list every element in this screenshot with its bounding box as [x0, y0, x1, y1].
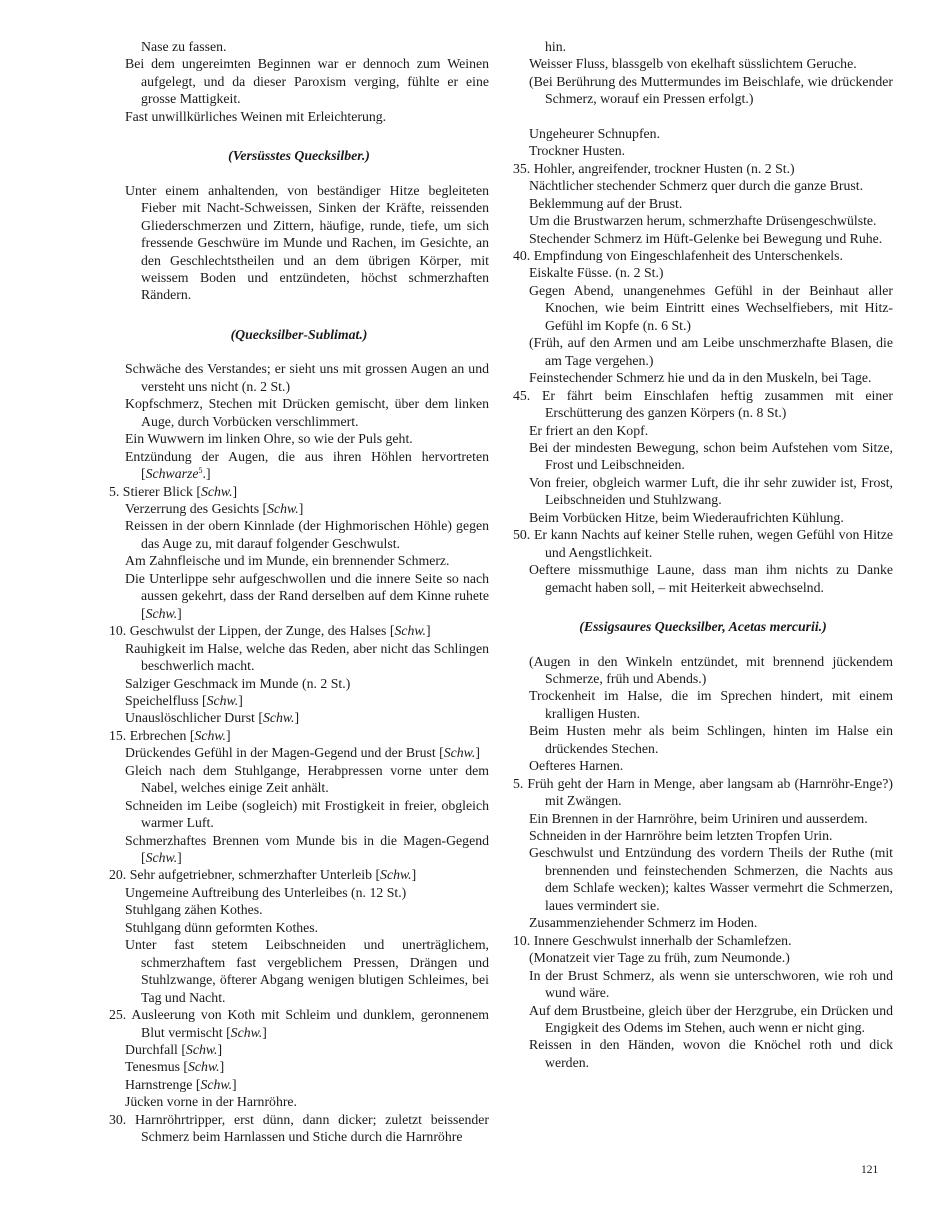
citation-close: ]: [298, 500, 304, 516]
section-heading: (Essigsaures Quecksilber, Acetas mercurii.): [579, 619, 827, 635]
spacer: [109, 165, 489, 182]
source-citation: Schw.: [206, 692, 239, 708]
spacer: [513, 636, 893, 653]
numbered-entry: 40. Empfindung von Eingeschlafenheit des Unterschenkels.: [513, 247, 843, 263]
footnote-marker: 5: [198, 466, 203, 476]
source-citation: Schw.: [262, 710, 295, 726]
symptom-entry: [109, 570, 489, 622]
symptom-entry: [109, 744, 489, 761]
section-heading: (Versüsstes Quecksilber.): [228, 148, 370, 164]
symptom-entry: Geschwulst und Entzündung des vordern Theils der Ruthe (mit brennenden und feinstechenden Schmerzen, die Nachts aus dem Schlafe wecken); kaltes Wasser vermehrt die Schmerzen, laues vermindert sie.: [529, 845, 893, 913]
spacer: [109, 125, 489, 147]
spacer: [109, 304, 489, 326]
symptom-entry: (Monatzeit vier Tage zu früh, zum Neumonde.): [529, 950, 790, 966]
source-citation: Schw.: [443, 745, 476, 761]
citation-close: ]: [232, 483, 238, 499]
symptom-entry: Nächtlicher stechender Schmerz quer durch die ganze Brust.: [529, 178, 864, 194]
source-citation: Schw.: [394, 623, 427, 639]
right-column: [513, 38, 893, 1071]
spacer: [109, 343, 489, 360]
symptom-entry: Gleich nach dem Stuhlgange, Herabpressen vorne unter dem Nabel, welches einige Zeit anhält.: [125, 762, 489, 796]
numbered-entry: 30. Harnröhrtripper, erst dünn, dann dicker; zuletzt beissender Schmerz beim Harnlassen und Stiche durch die Harnröhre: [109, 1111, 489, 1145]
symptom-entry: Ein Brennen in der Harnröhre, beim Uriniren und ausserdem.: [529, 810, 868, 826]
symptom-entry: Reissen in der obern Kinnlade (der Highmorischen Höhle) gegen das Auge zu, mit darauf folgender Geschwulst.: [125, 518, 489, 551]
section-heading: (Quecksilber-Sublimat.): [230, 326, 368, 342]
symptom-entry: Eiskalte Füsse. (n. 2 St.): [529, 265, 664, 281]
symptom-entry: Feinstechender Schmerz hie und da in den Muskeln, bei Tage.: [529, 370, 872, 386]
numbered-entry: [109, 483, 489, 500]
symptom-entry: Salziger Geschmack im Munde (n. 2 St.): [125, 675, 351, 691]
source-citation: Schw.: [267, 500, 299, 516]
citation-close: ]: [232, 1076, 237, 1092]
spacer: [513, 596, 893, 618]
numbered-entry: 35. Hohler, angreifender, trockner Husten (n. 2 St.): [513, 160, 795, 176]
entry-text: Durchfall [: [125, 1042, 186, 1058]
symptom-entry: Schwäche des Verstandes; er sieht uns mit grossen Augen an und versteht uns nicht (n. 2 St.): [125, 361, 489, 394]
symptom-entry: [109, 1041, 489, 1058]
symptom-entry: Jücken vorne in der Harnröhre.: [125, 1094, 298, 1110]
entry-text: 25. Ausleerung von Koth mit Schleim und dunklem, geronnenem Blut vermischt [: [109, 1007, 489, 1040]
source-citation: Schw.: [188, 1059, 220, 1075]
symptom-entry: Oeftere missmuthige Laune, dass man ihm nichts zu Danke gemacht haben soll, – mit Heiterkeit abwechselnd.: [529, 562, 893, 595]
citation-close: ]: [217, 1042, 223, 1058]
numbered-entry: 10. Innere Geschwulst innerhalb der Schamlefzen.: [513, 932, 792, 948]
symptom-entry: Rauhigkeit im Halse, welche das Reden, aber nicht das Schlingen beschwerlich macht.: [125, 640, 489, 674]
symptom-entry: Von freier, obgleich warmer Luft, die ihr sehr zuwider ist, Frost, Leibschneiden und Stuhlzwang.: [529, 474, 893, 508]
entry-text: Die Unterlippe sehr aufgeschwollen und die innere Seite so nach aussen gekehrt, dass der Rand derselben auf dem Kinne ruhete [: [125, 570, 489, 621]
symptom-entry: Schneiden im Leibe (sogleich) mit Frostigkeit in freier, obgleich warmer Luft.: [125, 797, 489, 831]
numbered-entry: [109, 866, 489, 883]
symptom-entry: [109, 709, 489, 726]
symptom-entry: Bei der mindesten Bewegung, schon beim Aufstehen vom Sitze, Frost und Leibschneiden.: [529, 439, 893, 473]
symptom-entry: Ungemeine Auftreibung des Unterleibes (n. 12 St.): [125, 884, 407, 900]
citation-close: ]: [238, 692, 243, 708]
symptom-entry: Beim Husten mehr als beim Schlingen, hinten im Halse ein drückendes Stechen.: [529, 723, 893, 756]
symptom-entry: [109, 832, 489, 867]
numbered-entry: [109, 727, 489, 744]
symptom-entry: Weisser Fluss, blassgelb von ekelhaft süsslichtem Geruche.: [529, 56, 857, 72]
symptom-entry: (Bei Berührung des Muttermundes im Beischlafe, wie drückender Schmerz, worauf ein Pressen erfolgt.): [529, 73, 893, 107]
source-citation: Schw.: [380, 867, 412, 883]
numbered-entry: [109, 622, 489, 639]
numbered-entry: [109, 1006, 489, 1041]
entry-text: Entzündung der Augen, die aus ihren Höhlen hervortreten [: [125, 448, 489, 482]
numbered-entry: 5. Früh geht der Harn in Menge, aber langsam ab (Harnröhr-Enge?) mit Zwängen.: [513, 775, 893, 809]
symptom-entry: Stuhlgang zähen Kothes.: [125, 902, 263, 918]
symptom-entry: [109, 1058, 489, 1075]
entry-text: Schmerzhaftes Brennen vom Munde bis in die Magen-Gegend [: [125, 832, 489, 866]
symptom-entry: In der Brust Schmerz, als wenn sie unterschworen, wie roh und wund wäre.: [529, 967, 893, 1001]
citation-close: ]: [226, 727, 231, 743]
symptom-entry: [109, 448, 489, 483]
symptom-entry: Trockner Husten.: [529, 143, 626, 159]
entry-text: 15. Erbrechen [: [109, 727, 195, 743]
symptom-entry: Beim Vorbücken Hitze, beim Wiederaufrichten Kühlung.: [529, 509, 844, 525]
symptom-entry: Fast unwillkürliches Weinen mit Erleichterung.: [125, 108, 387, 124]
symptom-entry: Reissen in den Händen, wovon die Knöchel roth und dick werden.: [529, 1037, 893, 1070]
symptom-entry: [109, 692, 489, 709]
symptom-entry: Kopfschmerz, Stechen mit Drücken gemischt, über dem linken Auge, durch Vorbücken verschlimmert.: [125, 396, 489, 429]
symptom-entry: Um die Brustwarzen herum, schmerzhafte Drüsengeschwülste.: [529, 213, 877, 229]
symptom-entry: Trockenheit im Halse, die im Sprechen hindert, mit einem kralligen Husten.: [529, 688, 893, 721]
citation-close: ]: [411, 867, 417, 883]
symptom-entry: Beklemmung auf der Brust.: [529, 195, 683, 211]
symptom-entry: Bei dem ungereimten Beginnen war er dennoch zum Weinen aufgelegt, und da dieser Paroxism verging, fühlte er eine grosse Mattigkeit.: [125, 56, 489, 107]
numbered-entry: 50. Er kann Nachts auf keiner Stelle ruhen, wegen Gefühl von Hitze und Aengstlichkeit.: [513, 527, 893, 560]
symptom-entry: (Früh, auf den Armen und am Leibe unschmerzhafte Blasen, die am Tage vergehen.): [529, 335, 893, 368]
entry-text: Tenesmus [: [125, 1059, 189, 1075]
symptom-entry: (Augen in den Winkeln entzündet, mit brennend jückendem Schmerze, früh und Abends.): [529, 653, 893, 686]
symptom-entry: Schneiden in der Harnröhre beim letzten Tropfen Urin.: [529, 828, 833, 844]
source-citation: Schw.: [145, 605, 178, 621]
source-citation: Schw.: [185, 1042, 218, 1058]
source-citation: Schw.: [194, 727, 226, 743]
symptom-entry: Auf dem Brustbeine, gleich über der Herzgrube, ein Drücken und Engigkeit des Odems im Stehen, auch wenn er nicht ging.: [529, 1002, 893, 1036]
spacer: [513, 108, 893, 125]
entry-text: 10. Geschwulst der Lippen, der Zunge, des Halses [: [109, 623, 395, 639]
citation-close: ]: [177, 605, 182, 621]
symptom-entry: Er friert an den Kopf.: [529, 422, 649, 438]
citation-close: ]: [475, 745, 480, 761]
citation-close: ]: [294, 710, 300, 726]
page-number: 121: [861, 1164, 879, 1176]
symptom-entry: [109, 1076, 489, 1093]
numbered-entry: 45. Er fährt beim Einschlafen heftig zusammen mit einer Erschütterung des ganzen Körpers (n. 8 St.): [513, 387, 893, 421]
citation-close: ]: [177, 850, 182, 866]
source-citation: Schwarze: [145, 466, 199, 482]
entry-text: Verzerrung des Gesichts [: [125, 500, 268, 516]
symptom-entry: Stechender Schmerz im Hüft-Gelenke bei Bewegung und Ruhe.: [529, 230, 883, 246]
entry-text: Unauslöschlicher Durst [: [125, 710, 263, 726]
citation-close: .]: [202, 466, 211, 482]
citation-close: ]: [219, 1059, 225, 1075]
continuation-line: Nase zu fassen.: [141, 39, 227, 54]
symptom-entry: Oefteres Harnen.: [529, 758, 624, 774]
symptom-entry: [109, 500, 489, 517]
citation-close: ]: [426, 623, 431, 639]
entry-text: Harnstrenge [: [125, 1076, 201, 1092]
citation-close: ]: [262, 1024, 267, 1040]
continuation-line: hin.: [545, 39, 567, 54]
symptom-entry: Zusammenziehender Schmerz im Hoden.: [529, 915, 758, 931]
source-citation: Schw.: [200, 1076, 233, 1092]
entry-text: Speichelfluss [: [125, 692, 207, 708]
symptom-entry: Stuhlgang dünn geformten Kothes.: [125, 919, 319, 935]
entry-text: Drückendes Gefühl in der Magen-Gegend und der Brust [: [125, 745, 444, 761]
symptom-entry: Gegen Abend, unangenehmes Gefühl in der Beinhaut aller Knochen, wie beim Eintritt eines Wechselfiebers, mit Hitz-Gefühl im Kopfe (n. 6 St.): [529, 282, 893, 333]
symptom-entry: Unter einem anhaltenden, von beständiger Hitze begleiteten Fieber mit Nacht-Schweissen, Sinken der Kräfte, reissenden Gliederschmerzen und Zittern, häufige, runde, tiefe, um sich fressende Geschwüre im Munde und Rachen, im Gesichte, an den Geschlechtstheilen und an dem übrigen Körper, mit weissem Boden und entzündeten, höchst schmerzhaften Rändern.: [125, 182, 489, 303]
source-citation: Schw.: [200, 483, 233, 499]
entry-text: 5. Stierer Blick [: [109, 483, 201, 499]
symptom-entry: Ein Wuwwern im linken Ohre, so wie der Puls geht.: [125, 431, 413, 447]
entry-text: 20. Sehr aufgetriebner, schmerzhafter Unterleib [: [109, 867, 381, 883]
symptom-entry: Unter fast stetem Leibschneiden und unerträglichem, schmerzhaftem fast vergeblichem Pressen, Drängen und Stuhlzwange, öfterer Abgang wenigen blutigen Schleimes, bei Tag und Nacht.: [125, 937, 489, 1005]
symptom-entry: Ungeheurer Schnupfen.: [529, 125, 661, 141]
source-citation: Schw.: [230, 1024, 263, 1040]
source-citation: Schw.: [145, 850, 178, 866]
left-column: [109, 38, 489, 1146]
symptom-entry: Am Zahnfleische und im Munde, ein brennender Schmerz.: [125, 553, 450, 569]
